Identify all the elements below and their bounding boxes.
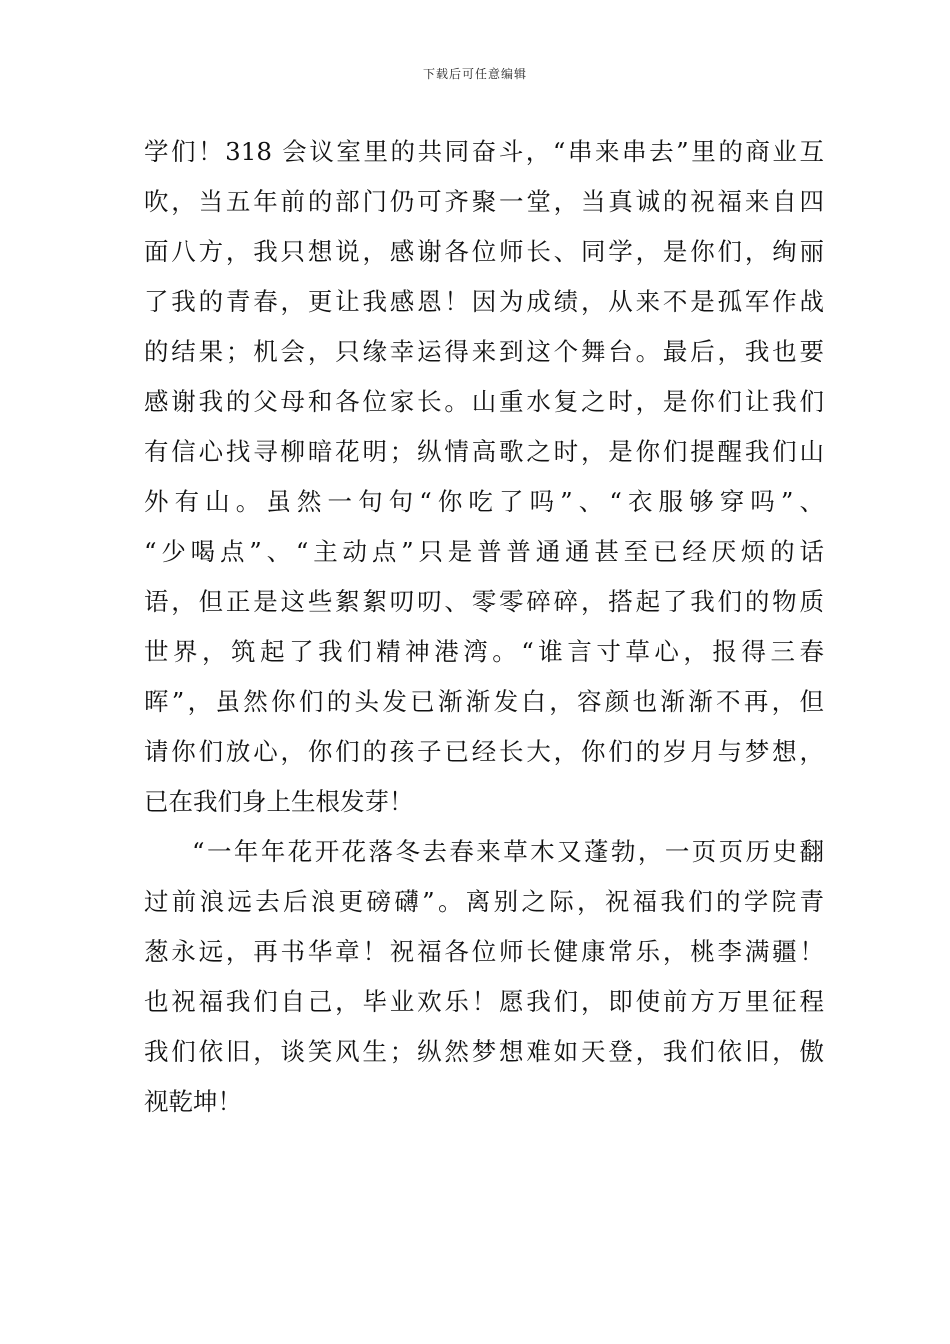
- text-line: “少喝点”、“主动点”只是普普通通甚至已经厌烦的话: [144, 537, 824, 566]
- text-line: 我们依旧，谈笑风生；纵然梦想难如天登，我们依旧，傲: [144, 1037, 824, 1066]
- text-line: “一年年花开花落冬去春来草木又蓬勃，一页页历史翻: [192, 837, 824, 866]
- text-line: 有信心找寻柳暗花明；纵情高歌之时，是你们提醒我们山: [144, 437, 824, 466]
- text-line: 的结果；机会，只缘幸运得来到这个舞台。最后，我也要: [144, 337, 824, 366]
- text-line: 过前浪远去后浪更磅礴”。离别之际，祝福我们的学院青: [144, 887, 824, 916]
- text-line: 语，但正是这些絮絮叨叨、零零碎碎，搭起了我们的物质: [144, 587, 824, 616]
- text-line: 学们！318 会议室里的共同奋斗，“串来串去”里的商业互: [144, 137, 824, 166]
- text-line: 吹，当五年前的部门仍可齐聚一堂，当真诚的祝福来自四: [144, 187, 824, 216]
- text-line: 外有山。虽然一句句“你吃了吗”、“衣服够穿吗”、: [144, 487, 824, 516]
- text-line: 晖”，虽然你们的头发已渐渐发白，容颜也渐渐不再，但: [144, 687, 824, 716]
- text-line: 面八方，我只想说，感谢各位师长、同学，是你们，绚丽: [144, 237, 824, 266]
- text-line: 也祝福我们自己，毕业欢乐！愿我们，即使前方万里征程: [144, 987, 824, 1016]
- text-line: 葱永远，再书华章！祝福各位师长健康常乐，桃李满疆！: [144, 937, 824, 966]
- text-line: 了我的青春，更让我感恩！因为成绩，从来不是孤军作战: [144, 287, 824, 316]
- text-line: 视乾坤！: [144, 1087, 242, 1116]
- text-line: 世界，筑起了我们精神港湾。“谁言寸草心，报得三春: [144, 637, 824, 666]
- document-body: [144, 127, 824, 1127]
- text-line: 请你们放心，你们的孩子已经长大，你们的岁月与梦想，: [144, 737, 824, 766]
- page-header-note: 下载后可任意编辑: [422, 67, 527, 81]
- text-line: 感谢我的父母和各位家长。山重水复之时，是你们让我们: [144, 387, 824, 416]
- text-line: 已在我们身上生根发芽！: [144, 787, 414, 816]
